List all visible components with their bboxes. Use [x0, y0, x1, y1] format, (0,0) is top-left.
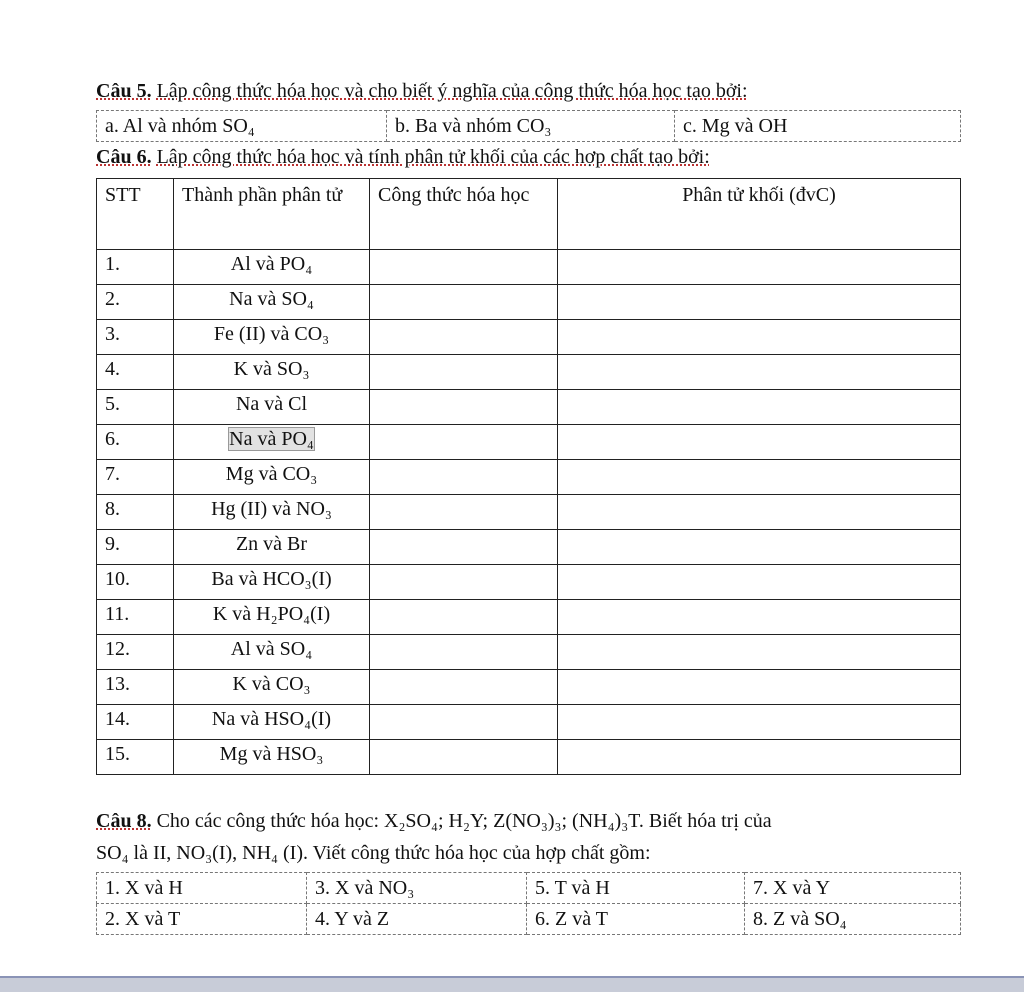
- formula-cell[interactable]: [370, 705, 558, 740]
- mass-cell[interactable]: [558, 320, 961, 355]
- table-row: [97, 495, 961, 530]
- question-8-text-2: SO₄ là II, NO₃(I), NH₄ (I). Viết công thức hóa học của hợp chất gồm:: [96, 842, 651, 864]
- row-composition: K và H₂PO₄(I): [174, 600, 370, 635]
- grid-row: [97, 904, 961, 935]
- row-stt: 2.: [97, 285, 174, 320]
- formula-cell[interactable]: [370, 495, 558, 530]
- question-5-text: Lập công thức hóa học và cho biết ý nghĩa của công thức hóa học tạo bởi:: [156, 80, 748, 102]
- grid-item: 1. X và H: [97, 873, 307, 904]
- option-b: b. Ba và nhóm CO₃: [387, 111, 675, 142]
- mass-cell[interactable]: [558, 390, 961, 425]
- row-composition: Zn và Br: [174, 530, 370, 565]
- row-composition: Na và SO₄: [174, 285, 370, 320]
- question-8-line-1: [96, 810, 772, 833]
- question-5-label: Câu 5.: [96, 80, 152, 102]
- formula-cell[interactable]: [370, 565, 558, 600]
- row-stt: 3.: [97, 320, 174, 355]
- mass-cell[interactable]: [558, 355, 961, 390]
- grid-row: [97, 873, 961, 904]
- formula-cell[interactable]: [370, 285, 558, 320]
- question-6-heading: [96, 146, 710, 169]
- header-formula: Công thức hóa học: [370, 179, 558, 250]
- row-composition: Al và SO₄: [174, 635, 370, 670]
- grid-item: 5. T và H: [527, 873, 745, 904]
- formula-cell[interactable]: [370, 425, 558, 460]
- table-row: [97, 250, 961, 285]
- grid-item: 7. X và Y: [745, 873, 961, 904]
- mass-cell[interactable]: [558, 495, 961, 530]
- mass-cell[interactable]: [558, 600, 961, 635]
- row-stt: 11.: [97, 600, 174, 635]
- row-composition: Mg và CO₃: [174, 460, 370, 495]
- table-row: [97, 390, 961, 425]
- mass-cell[interactable]: [558, 285, 961, 320]
- table-row: [97, 670, 961, 705]
- mass-cell[interactable]: [558, 565, 961, 600]
- row-composition: Ba và HCO₃(I): [174, 565, 370, 600]
- grid-item: 6. Z và T: [527, 904, 745, 935]
- row-composition: Al và PO₄: [174, 250, 370, 285]
- mass-cell[interactable]: [558, 460, 961, 495]
- mass-cell[interactable]: [558, 425, 961, 460]
- table-header-row: [97, 179, 961, 250]
- mass-cell[interactable]: [558, 670, 961, 705]
- question-8-label: Câu 8.: [96, 810, 152, 832]
- row-stt: 10.: [97, 565, 174, 600]
- grid-item: 4. Y và Z: [307, 904, 527, 935]
- row-composition: Hg (II) và NO₃: [174, 495, 370, 530]
- mass-cell[interactable]: [558, 635, 961, 670]
- formula-cell[interactable]: [370, 460, 558, 495]
- row-composition: K và SO₃: [174, 355, 370, 390]
- formula-cell[interactable]: [370, 530, 558, 565]
- row-composition: Mg và HSO₃: [174, 740, 370, 775]
- compound-table: [96, 178, 961, 775]
- table-row: [97, 355, 961, 390]
- table-row: [97, 285, 961, 320]
- row-stt: 8.: [97, 495, 174, 530]
- row-stt: 1.: [97, 250, 174, 285]
- row-stt: 15.: [97, 740, 174, 775]
- row-composition: Na và Cl: [174, 390, 370, 425]
- formula-cell[interactable]: [370, 250, 558, 285]
- header-mass: Phân tử khối (đvC): [558, 179, 961, 250]
- table-row: [97, 320, 961, 355]
- table-row: [97, 565, 961, 600]
- header-stt: STT: [97, 179, 174, 250]
- formula-cell[interactable]: [370, 600, 558, 635]
- mass-cell[interactable]: [558, 530, 961, 565]
- mass-cell[interactable]: [558, 705, 961, 740]
- row-composition: [174, 425, 370, 460]
- row-stt: 9.: [97, 530, 174, 565]
- grid-item: 3. X và NO₃: [307, 873, 527, 904]
- grid-item: 2. X và T: [97, 904, 307, 935]
- table-row: [97, 600, 961, 635]
- row-composition: K và CO₃: [174, 670, 370, 705]
- question-8-grid: [96, 872, 961, 935]
- row-composition: Na và HSO₄(I): [174, 705, 370, 740]
- question-6-label: Câu 6.: [96, 146, 152, 168]
- row-stt: 12.: [97, 635, 174, 670]
- table-row: [97, 705, 961, 740]
- question-8-line-2: [96, 842, 651, 865]
- row-stt: 7.: [97, 460, 174, 495]
- question-6-text: Lập công thức hóa học và tính phân tử khối của các hợp chất tạo bởi:: [156, 146, 710, 168]
- mass-cell[interactable]: [558, 740, 961, 775]
- table-row: [97, 635, 961, 670]
- table-row: [97, 425, 961, 460]
- mass-cell[interactable]: [558, 250, 961, 285]
- table-row: [97, 460, 961, 495]
- row-stt: 13.: [97, 670, 174, 705]
- formula-cell[interactable]: [370, 390, 558, 425]
- header-composition: Thành phần phân tử: [174, 179, 370, 250]
- row-stt: 4.: [97, 355, 174, 390]
- formula-cell[interactable]: [370, 320, 558, 355]
- table-row: [97, 530, 961, 565]
- question-8-text-1: Cho các công thức hóa học: X₂SO₄; H₂Y; Z(NO₃)₃; (NH₄)₃T. Biết hóa trị của: [156, 810, 772, 832]
- row-composition: Fe (II) và CO₃: [174, 320, 370, 355]
- row-stt: 5.: [97, 390, 174, 425]
- question-5-heading: [96, 80, 748, 103]
- row-stt: 14.: [97, 705, 174, 740]
- option-c: c. Mg và OH: [675, 111, 961, 142]
- formula-cell[interactable]: [370, 740, 558, 775]
- formula-cell[interactable]: [370, 635, 558, 670]
- formula-cell[interactable]: [370, 355, 558, 390]
- table-row: [97, 740, 961, 775]
- grid-item: 8. Z và SO₄: [745, 904, 961, 935]
- formula-cell[interactable]: [370, 670, 558, 705]
- row-stt: 6.: [97, 425, 174, 460]
- question-5-options: [96, 110, 961, 142]
- selected-text[interactable]: Na và PO₄: [229, 428, 314, 450]
- option-a: a. Al và nhóm SO₄: [97, 111, 387, 142]
